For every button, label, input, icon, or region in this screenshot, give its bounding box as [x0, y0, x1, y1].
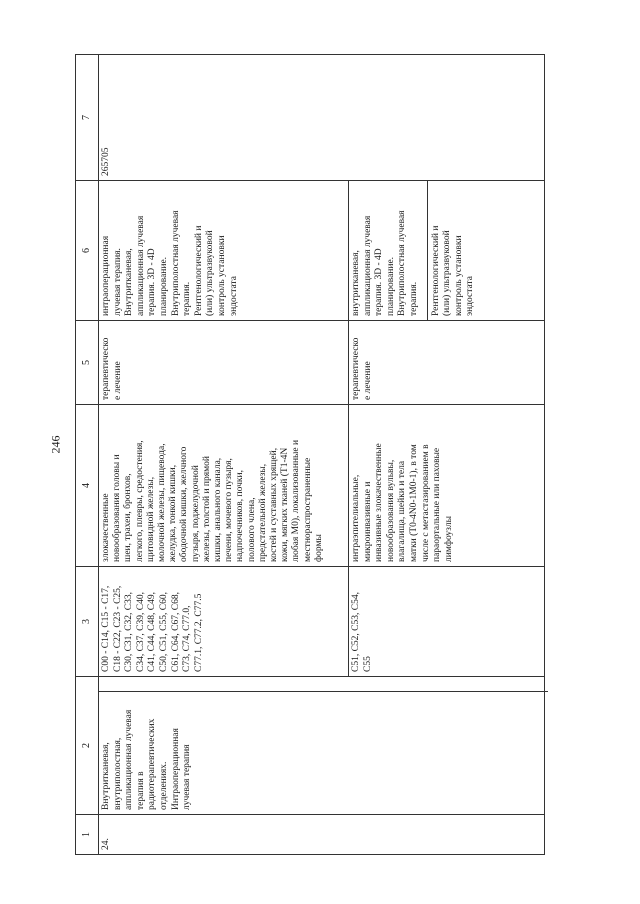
code-line: C34, C37, C39, C40,	[135, 592, 146, 672]
diagnosis-cell	[349, 405, 545, 567]
service-line: лучевая терапия.	[112, 248, 123, 316]
diagnosis-cell	[99, 405, 349, 567]
code-line: C41, C44, C48, C49,	[147, 592, 158, 672]
service-line: терапия. 3D - 4D	[147, 248, 158, 316]
diagnosis-line: шеи, трахеи, бронхов,	[123, 473, 134, 562]
row-number-cell	[99, 815, 545, 855]
service-line: эндостата	[228, 276, 239, 316]
code-line: C73, C74, C77.0,	[182, 605, 193, 672]
diagnosis-line: пузыря, поджелудочной	[190, 465, 201, 562]
service-line: интраоперационная	[101, 235, 111, 316]
header-col-5: 5	[76, 321, 99, 405]
page-number: 246	[48, 435, 63, 454]
method-line: Интраоперационная	[170, 728, 181, 810]
diagnosis-line: местнораспространенные	[302, 457, 313, 562]
diagnosis-line: молочной железы, пищевода,	[157, 443, 168, 562]
diagnosis-line: кожи, мягких тканей (T1-4N	[280, 447, 291, 562]
service-line: внутритканевая,	[351, 250, 361, 316]
header-row	[76, 55, 99, 855]
diagnosis-line: новообразования головы и	[112, 454, 123, 562]
services-cell	[349, 181, 545, 321]
diagnosis-line: печени, мочевого пузыря,	[224, 458, 235, 562]
service-line: Рентгенологический и	[430, 225, 441, 316]
diagnosis-line: железы, толстой и прямой	[201, 456, 212, 562]
header-col-7: 7	[76, 55, 99, 181]
treatment-line: е лечение	[362, 361, 373, 400]
method-line: радиотерапевтических	[147, 718, 158, 810]
diagnosis-line: кишки, анального канала,	[213, 457, 224, 562]
service-line: эндостата	[465, 276, 476, 316]
header-col-6: 6	[76, 181, 99, 321]
header-col-1: 1	[76, 815, 99, 855]
method-line: лучевая терапия	[182, 744, 193, 810]
code-line: C30, C31, C32, C33,	[124, 592, 135, 672]
diagnosis-line: формы	[313, 534, 324, 562]
code-line: C50, C51, C55, C60,	[158, 592, 169, 672]
diagnosis-line: параортальные или паховые	[432, 447, 443, 562]
service-line: терапия.	[408, 281, 419, 316]
service-line: аппликационная лучевая	[362, 215, 373, 316]
table-row	[99, 55, 349, 855]
diagnosis-line: любая M0), локализованные и	[291, 439, 302, 562]
diagnosis-line: числе с метастазированием в	[420, 444, 431, 562]
service-line: Рентгенологический и	[193, 225, 204, 316]
service-line: Внутритканевая,	[124, 248, 135, 316]
service-line: терапия. 3D - 4D	[374, 248, 385, 316]
codes-cell	[349, 567, 545, 677]
norm-value: 265705	[101, 147, 111, 176]
code-line: C18 - C22, C23 - C25,	[112, 585, 123, 672]
treatment-line: терапевтическо	[101, 337, 111, 400]
diagnosis-line: инвазивные злокачественные	[374, 443, 385, 562]
diagnosis-line: матки (T0-4N0-1M0-1), в том	[408, 444, 419, 562]
treatment-line: терапевтическо	[351, 337, 361, 400]
code-line: C55	[362, 656, 373, 672]
diagnosis-line: лимфоузлы	[443, 515, 454, 562]
service-line: аппликационная лучевая	[135, 215, 146, 316]
service-line: терапия.	[182, 281, 193, 316]
code-line: C51, C52, C53, C54,	[351, 592, 361, 672]
codes-cell	[99, 567, 349, 677]
diagnosis-line: желудка, тонкой кишки,	[168, 464, 179, 562]
treatment-line: е лечение	[112, 361, 123, 400]
diagnosis-line: полового члена,	[246, 497, 257, 562]
diagnosis-line: микроинвазивные и	[362, 481, 373, 562]
method-cell	[99, 677, 545, 815]
treatment-cell	[349, 321, 545, 405]
header-col-2: 2	[76, 677, 99, 815]
diagnosis-line: предстательной железы,	[257, 463, 268, 562]
diagnosis-line: новообразования вульвы,	[385, 459, 396, 562]
method-line: терапия в	[135, 771, 146, 810]
header-col-4: 4	[76, 405, 99, 567]
diagnosis-line: ободочной кишки, желчного	[179, 446, 190, 562]
norm-cell	[99, 55, 545, 181]
diagnosis-line: легкого, плевры, средостения,	[134, 440, 145, 562]
service-line: (или) ультразвуковой	[442, 230, 453, 316]
service-line: Внутриполостная лучевая	[397, 210, 408, 316]
rotated-table-sheet	[75, 55, 545, 855]
code-line: C00 - C14, C15 - C17,	[101, 585, 111, 672]
service-line: Внутриполостная лучевая	[170, 210, 181, 316]
method-line: внутриполостная,	[112, 737, 123, 810]
code-line: C77.1, C77.2, C77.5	[193, 593, 204, 672]
diagnosis-line: влагалища, шейки и тела	[397, 460, 408, 562]
header-col-3: 3	[76, 567, 99, 677]
service-line: (или) ультразвуковой	[205, 230, 216, 316]
service-line: планирование.	[158, 256, 169, 316]
service-line: контроль установки	[216, 235, 227, 316]
service-line: контроль установки	[453, 235, 464, 316]
row-number: 24.	[101, 838, 111, 850]
method-line: аппликационная лучевая	[124, 709, 135, 810]
services-subdivider	[427, 181, 477, 320]
diagnosis-line: щитовидной железы,	[145, 476, 156, 562]
diagnosis-line: интраэпителиальные,	[351, 474, 361, 562]
diagnosis-line: злокачественные	[101, 493, 111, 562]
service-line: планирование.	[385, 256, 396, 316]
diagnosis-line: надпочечников, почки,	[235, 470, 246, 562]
services-cell	[99, 181, 349, 321]
method-line: отделениях.	[158, 761, 169, 810]
method-line: Внутритканевая,	[101, 742, 111, 810]
diagnosis-line: костей и суставных хрящей,	[269, 447, 280, 562]
treatment-cell	[99, 321, 349, 405]
procedures-table	[75, 54, 545, 855]
code-line: C61, C64, C67, C68,	[170, 592, 181, 672]
